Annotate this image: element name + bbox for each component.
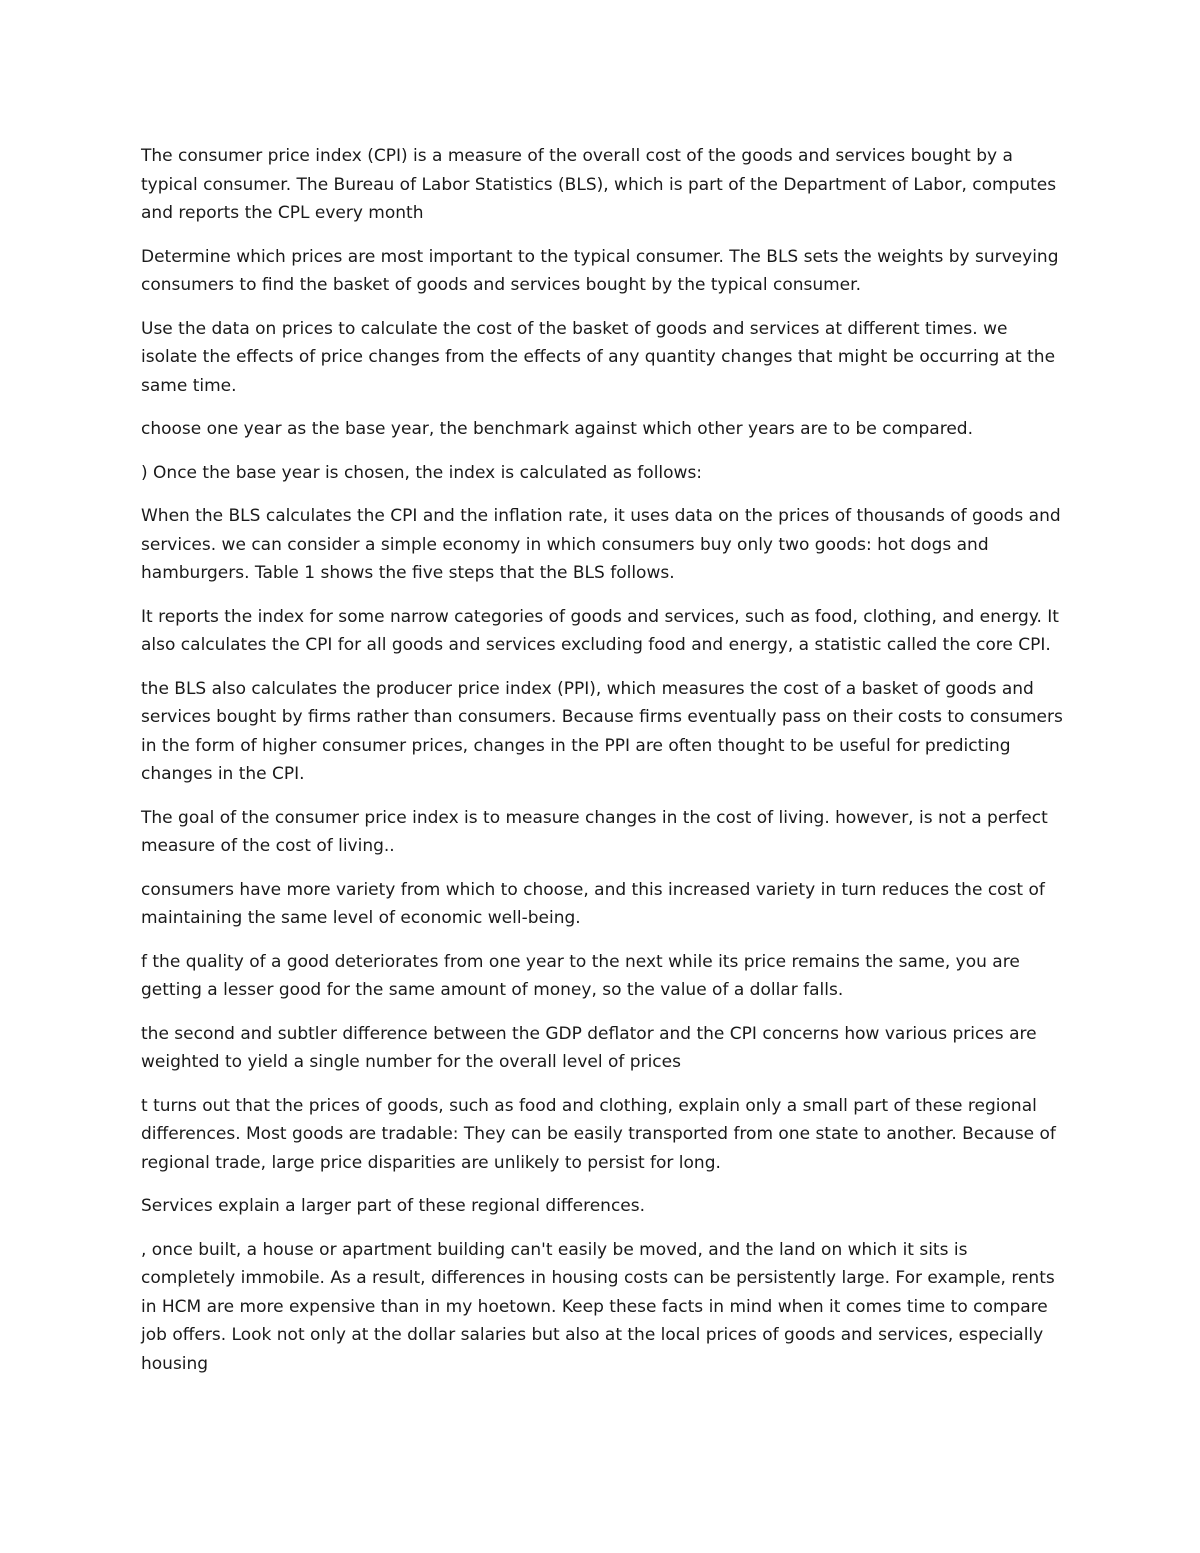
- paragraph-cpi-definition: The consumer price index (CPI) is a measure of the overall cost of the goods and services bought by a typical consumer. The Bureau of Labor Statistics (BLS), which is part of the Department of Labor, computes and reports the CPL every month: [141, 146, 1057, 223]
- paragraph-housing: , once built, a house or apartment building can't easily be moved, and the land on which it sits is completely immobile. As a result, differences in housing costs can be persistently large. For example, rents in HCM are more expensive than in my hoetown. Keep these facts in mind when it comes time to compare job offers. Look not only at the dollar salaries but also at the local prices of goods and services, especially housing: [141, 1239, 1055, 1374]
- paragraph-core-cpi: It reports the index for some narrow categories of goods and services, such as food, clothing, and energy. It also calculates the CPI for all goods and services excluding food and energy, a statistic called the core CPI.: [141, 606, 1059, 655]
- paragraph-determine-prices: Determine which prices are most important to the typical consumer. The BLS sets the weights by surveying consumers to find the basket of goods and services bought by the typical consumer.: [141, 246, 1059, 295]
- paragraph-index-calculation: ) Once the base year is chosen, the index is calculated as follows:: [141, 462, 703, 483]
- paragraph-variety: consumers have more variety from which to choose, and this increased variety in turn reduces the cost of maintaining the same level of economic well-being.: [141, 879, 1045, 928]
- paragraph-ppi: the BLS also calculates the producer price index (PPI), which measures the cost of a basket of goods and services bought by firms rather than consumers. Because firms eventually pass on their costs to consumers in the form of higher consumer prices, changes in the PPI are often thought to be useful for predicting changes in the CPI.: [141, 678, 1063, 784]
- document-body: [141, 142, 1066, 1393]
- paragraph-cost-of-living: The goal of the consumer price index is to measure changes in the cost of living. however, is not a perfect measure of the cost of living..: [141, 807, 1048, 856]
- paragraph-services: Services explain a larger part of these regional differences.: [141, 1196, 646, 1216]
- paragraph-inflation-rate: When the BLS calculates the CPI and the inflation rate, it uses data on the prices of thousands of goods and services. we can consider a simple economy in which consumers buy only two goods: hot dogs and hamburgers. Table 1 shows the five steps that the BLS follows.: [141, 506, 1061, 583]
- paragraph-gdp-deflator: the second and subtler difference between the GDP deflator and the CPI concerns how various prices are weighted to yield a single number for the overall level of prices: [141, 1023, 1037, 1072]
- paragraph-base-year: choose one year as the base year, the benchmark against which other years are to be compared.: [141, 419, 973, 439]
- paragraph-quality: f the quality of a good deteriorates from one year to the next while its price remains the same, you are getting a lesser good for the same amount of money, so the value of a dollar falls.: [141, 951, 1020, 1000]
- paragraph-regional-goods: t turns out that the prices of goods, such as food and clothing, explain only a small part of these regional differences. Most goods are tradable: They can be easily transported from one state to another. Because of regional trade, large price disparities are unlikely to persist for long.: [141, 1095, 1056, 1173]
- paragraph-use-data: Use the data on prices to calculate the cost of the basket of goods and services at different times. we isolate the effects of price changes from the effects of any quantity changes that might be occurring at the same time.: [141, 318, 1056, 396]
